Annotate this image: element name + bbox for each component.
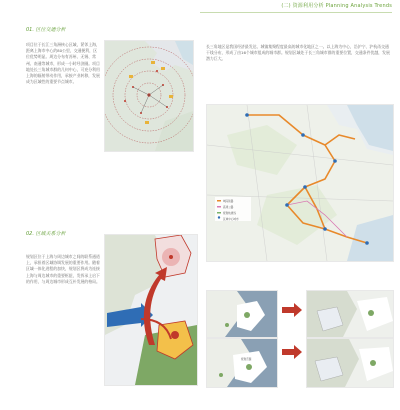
legend-item: 规划轨道线 [223, 212, 236, 215]
comparison-map-2-graphic [307, 291, 393, 337]
comparison-map-3-graphic [207, 339, 277, 387]
regional-route-map [206, 104, 394, 262]
route-map-legend [223, 199, 239, 223]
page-header-title: (二) 资源利用分析 Planning Analysis Trends [281, 3, 392, 9]
radial-region-map [104, 40, 194, 152]
header-divider [200, 12, 392, 13]
legend-item: 城际铁路 [223, 200, 234, 203]
section-1-label: 01. 区位交通分析 [26, 27, 66, 33]
section-2-paragraph: 长三角地区是我国经济最发达、城镇集聚程度最高的城市化地区之一。以上海为中心，沿沪宁、沪杭甬交通干线分布，形成了由16个城市组成的城市群。规划区域处于长三角城市群的重要位置，交通条件优越，发展潜力巨大。 [206, 44, 390, 62]
radial-region-map-graphic [105, 41, 193, 151]
relationship-arrow-map-graphic [105, 235, 197, 385]
section-3-label: 02. 区域关系分析 [26, 231, 66, 237]
comparison-map-4-graphic [307, 339, 393, 387]
legend-item: 区域中心城市 [223, 218, 239, 221]
section-3-paragraph: 规划区位于上海与周边城市之间的联系通道上，承担着区域协调发展的重要作用。随着区域一体化进程的加快，规划区将成为连接上海与周边城市的重要枢纽，发挥承上启下的作用，与周边城市形成互补发展的格局。 [26, 254, 100, 284]
compare-arrow-2 [282, 344, 302, 358]
comparison-map-3 [206, 338, 278, 388]
comparison-map-2 [306, 290, 394, 338]
map-inset-note: 规划范围 [241, 358, 252, 361]
comparison-map-4 [306, 338, 394, 388]
compare-arrow-1 [282, 302, 302, 316]
legend-item: 高速公路 [223, 206, 234, 209]
comparison-map-1-graphic [207, 291, 277, 337]
comparison-map-1 [206, 290, 278, 338]
relationship-arrow-map [104, 234, 198, 386]
regional-route-map-graphic [207, 105, 393, 261]
section-1-paragraph: 项目位于长江三角洲核心区域，紧邻上海，距离上海市中心约80公里，交通便利，区位优势明显。周边分布有苏州、无锡、常州、南通等城市，形成一小时经济圈。项目地处长三角城市群的几何中心，可充分利用上海的辐射带动作用，承接产业转移，发展成为区域性的重要节点城市。 [26, 42, 100, 85]
